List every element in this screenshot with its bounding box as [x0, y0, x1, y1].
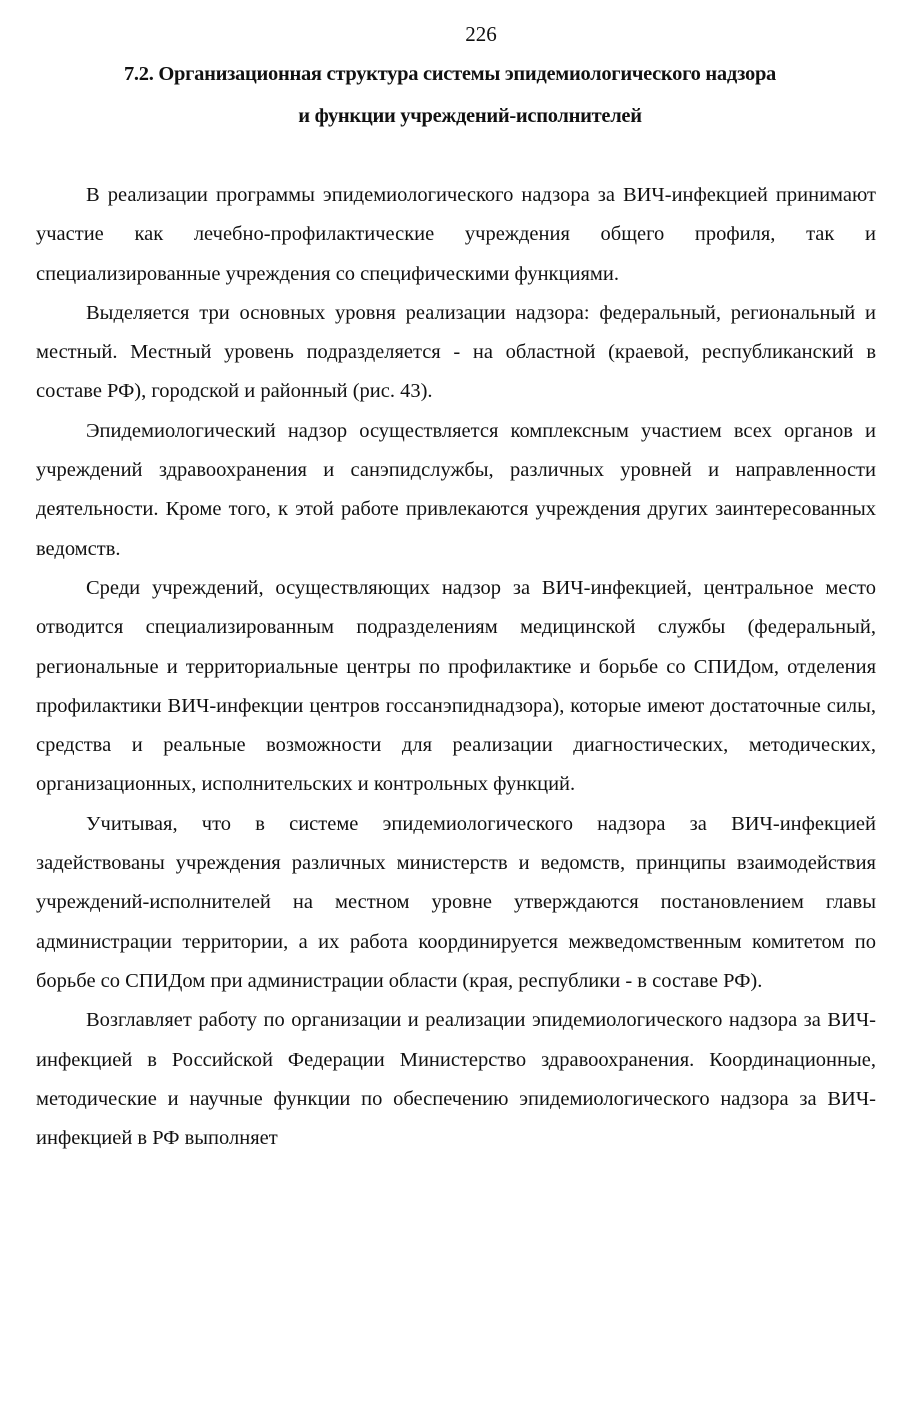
section-heading-line-1: 7.2. Организационная структура системы эпидемиологического надзора: [123, 63, 777, 85]
page-number: 226: [465, 22, 497, 46]
paragraph: Возглавляет работу по организации и реализации эпидемиологического надзора за ВИЧ-инфекцией в Российской Федерации Министерство здравоохранения. Координационные, методические и научные функции по обеспечению эпидемиологического надзора за ВИЧ-инфекцией в РФ выполняет: [36, 1009, 876, 1150]
paragraph: Эпидемиологический надзор осуществляется комплексным участием всех органов и учреждений здравоохранения и санэпидслужбы, различных уровней и направленности деятельности. Кроме того, к этой работе привлекаются учреждения других заинтересованных ведомств.: [36, 419, 876, 560]
paragraph: Учитывая, что в системе эпидемиологического надзора за ВИЧ-инфекцией задействованы учреждения различных министерств и ведомств, принципы взаимодействия учреждений-исполнителей на местном уровне утверждаются постановлением главы администрации территории, а их работа координируется межведомственным комитетом по борьбе со СПИДом при администрации области (края, республики - в составе РФ).: [36, 812, 876, 992]
section-heading-line-2: и функции учреждений-исполнителей: [298, 105, 642, 127]
paragraph: В реализации программы эпидемиологического надзора за ВИЧ-инфекцией принимают участие как лечебно-профилактические учреждения общего профиля, так и специализированные учреждения со специфическими функциями.: [36, 184, 876, 285]
body-text: [36, 176, 876, 1158]
paragraph: Среди учреждений, осуществляющих надзор за ВИЧ-инфекцией, центральное место отводится специализированным подразделениям медицинской службы (федеральный, региональные и территориальные центры по профилактике и борьбе со СПИДом, отделения профилактики ВИЧ-инфекции центров госсанэпиднадзора), которые имеют достаточные силы, средства и реальные возможности для реализации диагностических, методических, организационных, исполнительских и контрольных функций.: [36, 576, 876, 796]
paragraph: Выделяется три основных уровня реализации надзора: федеральный, региональный и местный. Местный уровень подразделяется - на областной (краевой, республиканский в составе РФ), городской и районный (рис. 43).: [36, 301, 876, 403]
